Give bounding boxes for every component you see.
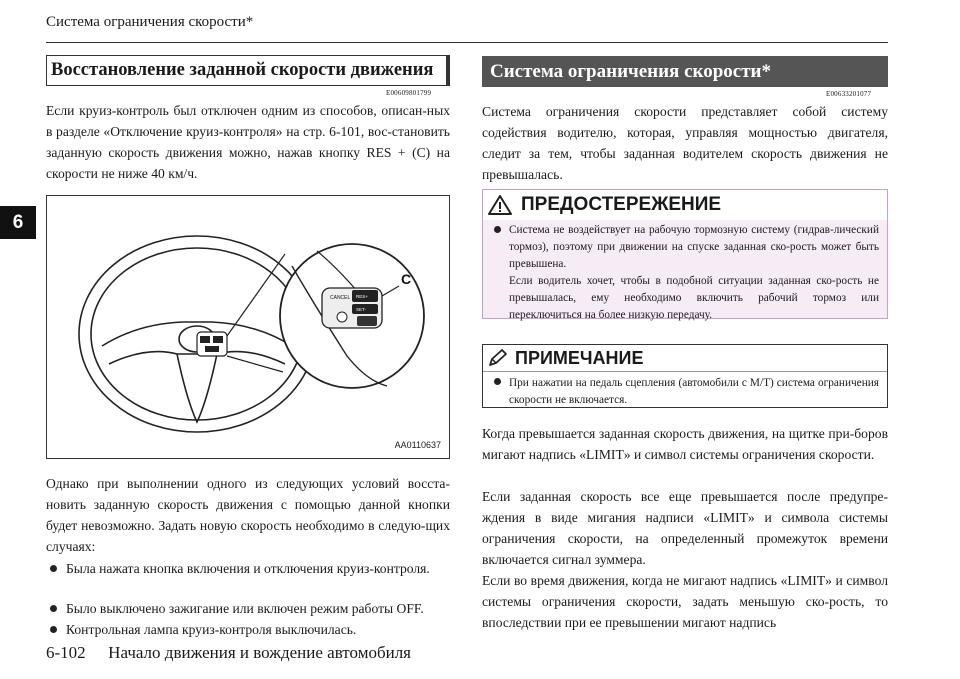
figure-code: AA0110637 (394, 440, 441, 450)
bullet-icon (50, 626, 57, 633)
steering-wheel-illustration (47, 196, 449, 458)
conditions-intro-paragraph: Однако при выполнении одного из следующих условий восста-новить заданную скорость движения с помощью данной кнопки будет невозможно. Задать новую скорость необходимо в следую-щих случаях: (46, 476, 450, 554)
section-code: E00609801799 (386, 89, 432, 97)
note-title: ПРИМЕЧАНИЕ (515, 347, 644, 368)
cancel-button-label: CANCEL (330, 295, 351, 301)
header-rule (46, 42, 888, 43)
callout-label: C (401, 271, 412, 287)
section-title-text: Восстановление заданной скорости движения (51, 60, 434, 80)
warning-text-1: Система не воздействует на рабочую тормозную систему (гидрав-лический тормоз), поэтому при движении на спуске заданная ско-рость может быть превышена. (483, 220, 887, 273)
bullet-icon (494, 378, 501, 385)
page-number: 6-102 (46, 643, 86, 662)
note-box (482, 344, 888, 408)
warning-triangle-icon (487, 194, 513, 216)
chapter-name: Начало движения и вождение автомобиля (108, 643, 412, 662)
set-button-label: SET- (356, 307, 367, 312)
lower-speed-paragraph: Если во время движения, когда не мигают надпись «LIMIT» и символ системы ограничения скорости, задать меньшую ско-рость, то впоследствии при ее превышении мигают надпись (482, 573, 888, 630)
page-header-title: Система ограничения скорости* (46, 14, 254, 30)
page-footer (46, 643, 411, 663)
resume-intro-paragraph: Если круиз-контроль был отключен одним из способов, описан-ных в разделе «Отключение круиз-контроля» на стр. 6-101, вос-становить заданную скорость движения можно, нажав кнопку RES + (C) на скорости не ниже 40 км/ч. (46, 103, 450, 181)
note-header (483, 345, 887, 372)
bullet-icon (494, 226, 501, 233)
warning-header (483, 190, 887, 220)
warning-text-2: Если водитель хочет, чтобы в подобной ситуации заданная ско-рость не превышалась, ему необходимо включить рабочий тормоз или переключиться на более низкую передачу. (509, 275, 879, 321)
limiter-intro-paragraph: Система ограничения скорости представляет собой систему содействия водителю, которая, управляя мощностью двигателя, следит за тем, чтобы заданная водителем скорость движения не превышалась. (482, 104, 888, 182)
section-title-speed-limiter: Система ограничения скорости* (482, 56, 888, 87)
bullet-icon (50, 565, 57, 572)
warning-title: ПРЕДОСТЕРЕЖЕНИЕ (521, 194, 722, 215)
buzzer-paragraph: Если заданная скорость все еще превышается после предупре-ждения в виде мигания надписи «LIMIT» и символа системы ограничения скорости, на определенный промежуток времени включается сигнал зуммера. (482, 489, 888, 567)
limit-warning-paragraph: Когда превышается заданная скорость движения, на щитке при-боров мигают надпись «LIMIT» и символ системы ограничения скорости. (482, 426, 888, 462)
pencil-icon (487, 348, 509, 368)
section-code: E00633201077 (826, 90, 872, 98)
res-button-label: RES+ (356, 294, 368, 299)
bullet-icon (50, 605, 57, 612)
section-title-resume-speed (46, 55, 450, 86)
note-text: При нажатии на педаль сцепления (автомобили с M/T) система ограничения скорости не включается. (483, 372, 887, 409)
steering-wheel-figure (46, 195, 450, 459)
small-buttons-cluster (197, 332, 227, 356)
warning-box (482, 189, 888, 319)
cruise-control-switch (322, 288, 382, 328)
condition-item: Контрольная лампа круиз-контроля выключилась. (46, 619, 450, 640)
chapter-tab: 6 (0, 206, 36, 239)
condition-item: Была нажата кнопка включения и отключения круиз-контроля. (46, 558, 450, 579)
condition-item: Было выключено зажигание или включен режим работы OFF. (46, 598, 450, 619)
